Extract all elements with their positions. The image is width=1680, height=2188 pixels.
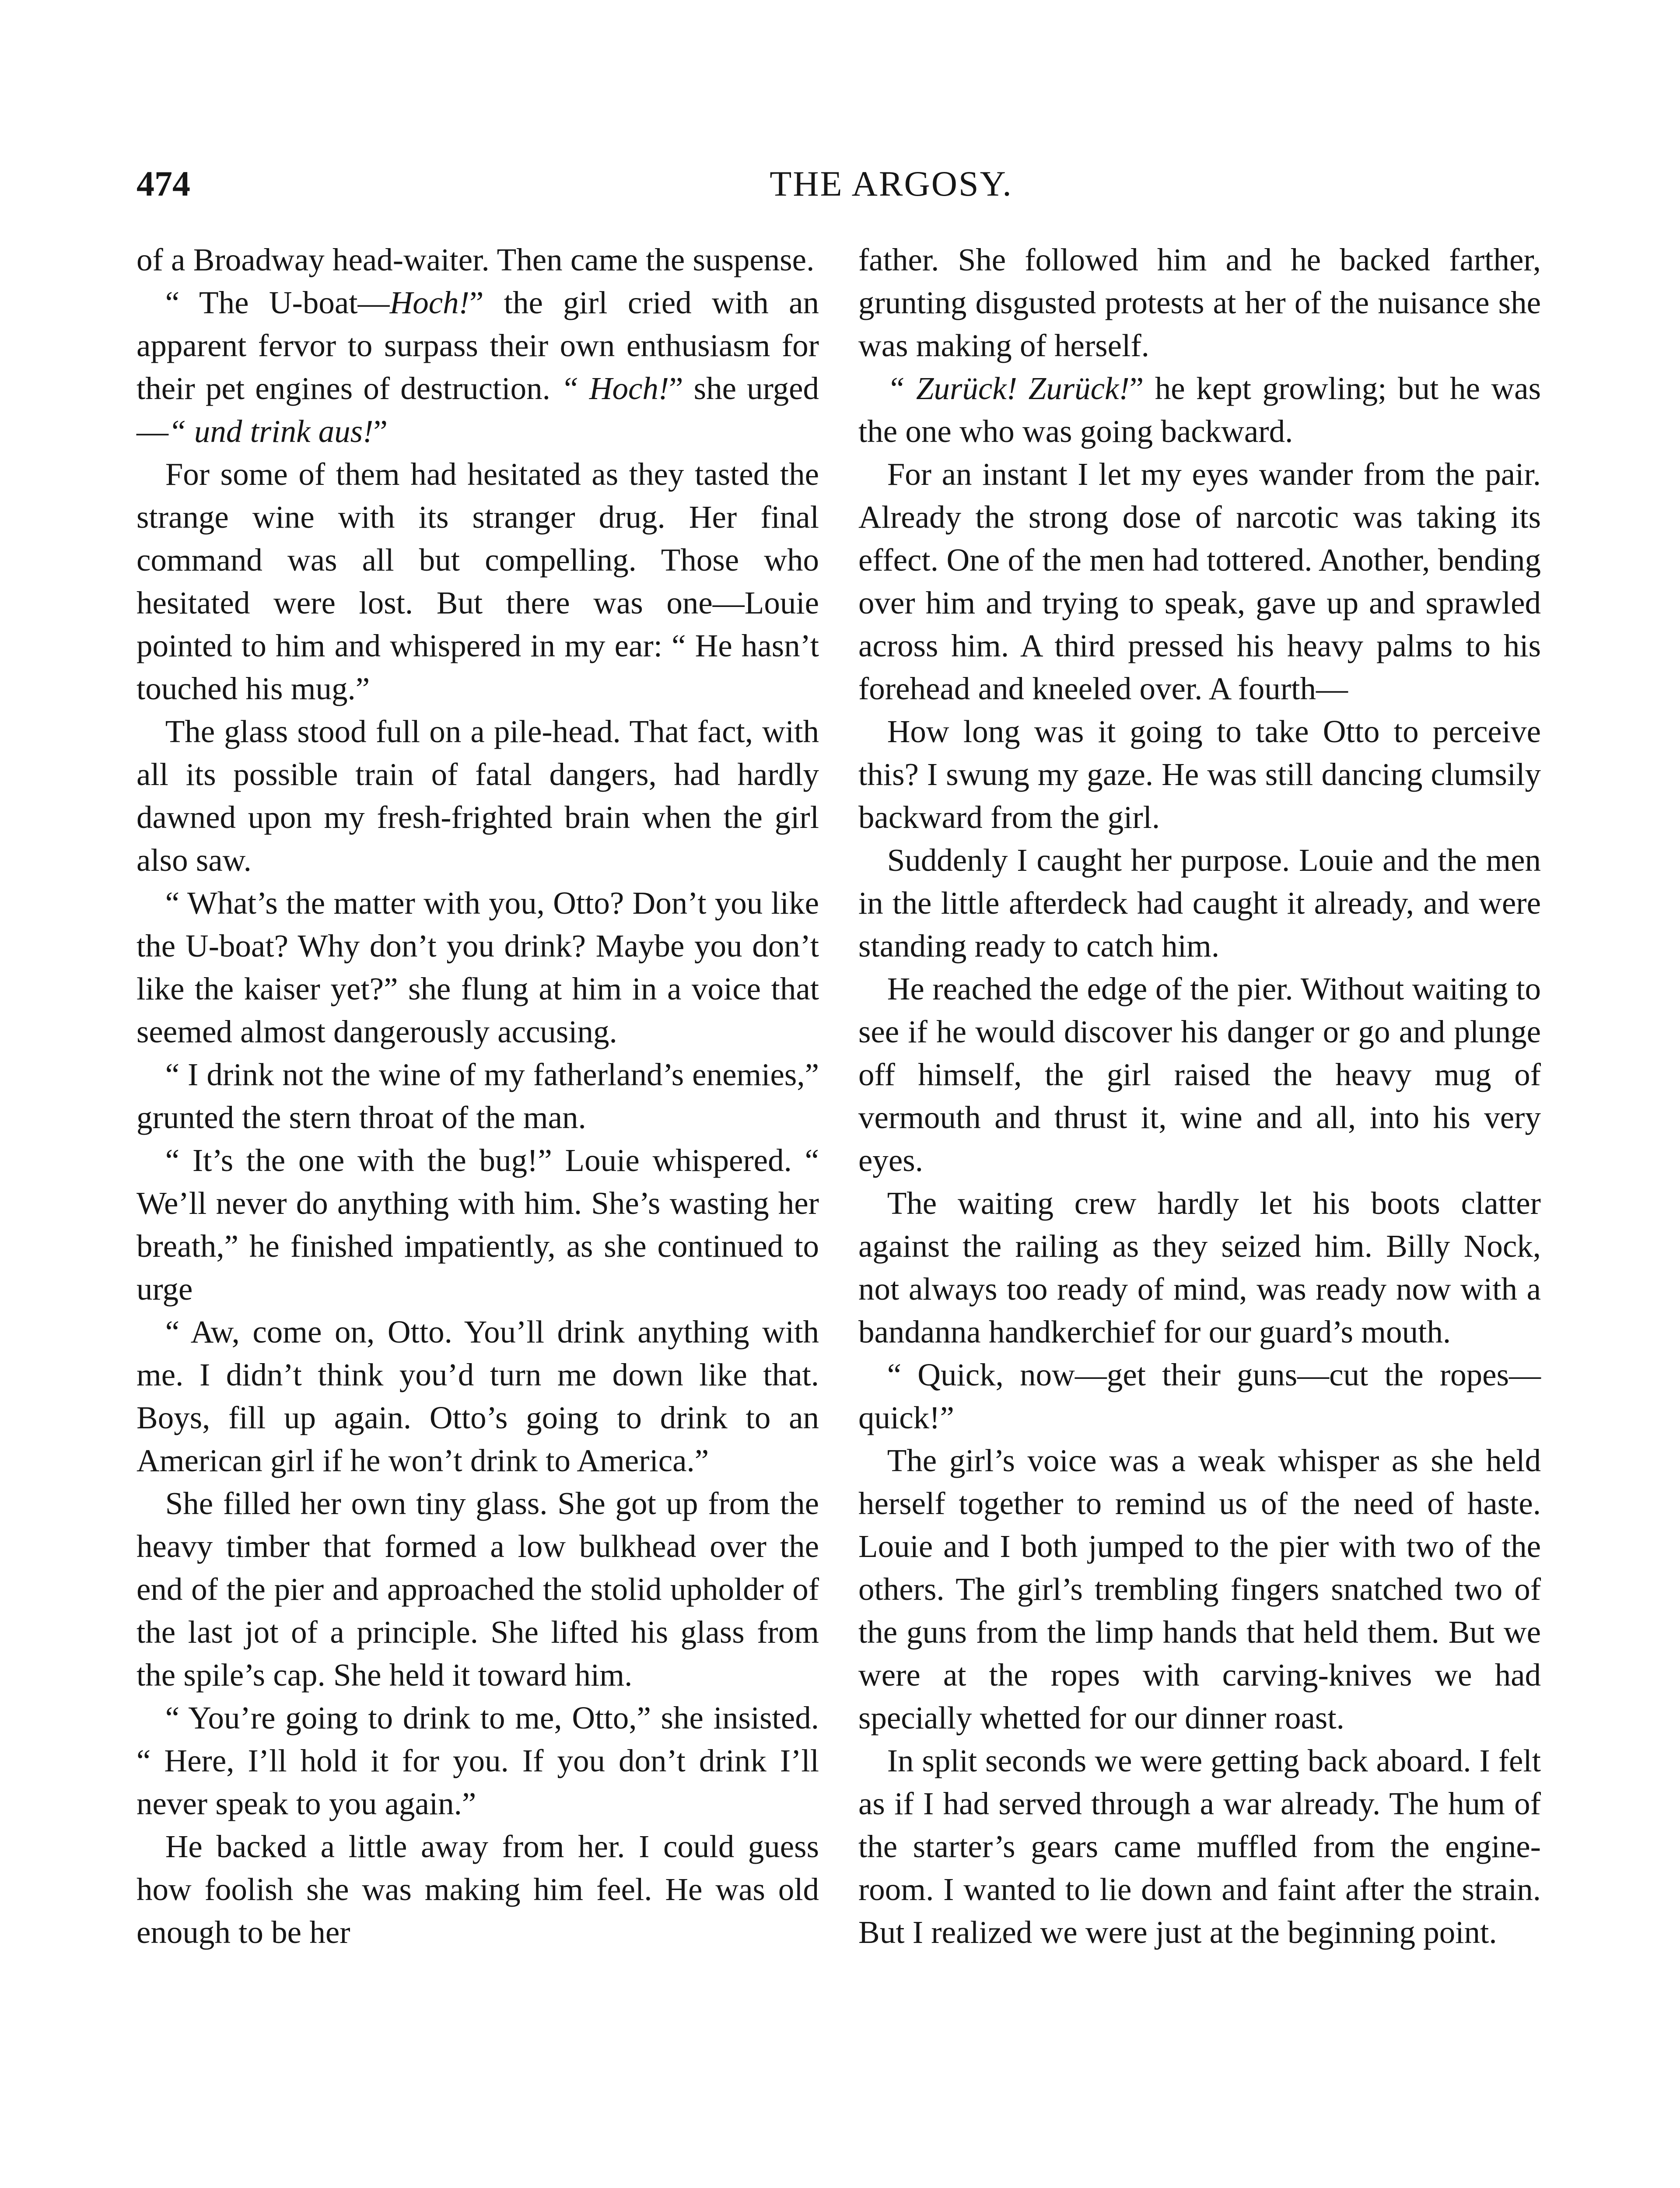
- text-run: ” the girl cried with an apparent fervor to surpass their own enthusiasm for their pet engines of destruction.: [136, 285, 819, 406]
- paragraph: She filled her own tiny glass. She got up from the heavy timber that formed a low bulkhead over the end of the pier and approached the stolid upholder of the last jot of a principle. She lifted his glass from the spile’s cap. She held it toward him.: [136, 1486, 819, 1693]
- running-title: THE ARGOSY.: [770, 164, 1013, 203]
- paragraph: father. She followed him and he backed farther, grunting disgusted protests at her of the nuisance she was making of herself.: [858, 242, 1541, 363]
- paragraph: The girl’s voice was a weak whisper as she held herself together to remind us of the need of haste. Louie and I both jumped to the pier with two of the others. The girl’s trembling fingers snatched two of the guns from the limp hands that held them. But we were at the ropes with carving-knives we had specially whetted for our dinner roast.: [858, 1443, 1541, 1736]
- italic-text: Hoch!: [389, 285, 469, 320]
- paragraph: He backed a little away from her. I could guess how foolish she was making him feel. He was old enough to be her: [136, 1829, 819, 1950]
- paragraph: “ It’s the one with the bug!” Louie whispered. “ We’ll never do anything with him. She’s wasting her breath,” he finished impatiently, as she continued to urge: [136, 1143, 819, 1307]
- paragraph: of a Broadway head-waiter. Then came the suspense.: [136, 242, 815, 277]
- page-number: 474: [136, 164, 190, 203]
- page-header: [136, 158, 1646, 210]
- paragraph: “ You’re going to drink to me, Otto,” she insisted. “ Here, I’ll hold it for you. If you don’t drink I’ll never speak to you again.”: [136, 1700, 819, 1821]
- paragraph: For an instant I let my eyes wander from the pair. Already the strong dose of narcotic was taking its effect. One of the men had tottered. Another, bending over him and trying to speak, gave up and sprawled across him. A third pressed his heavy palms to his forehead and kneeled over. A fourth—: [858, 456, 1541, 706]
- paragraph: “ I drink not the wine of my fatherland’s enemies,” grunted the stern throat of the man.: [136, 1057, 819, 1135]
- paragraph: [858, 367, 1541, 453]
- paragraph: In split seconds we were getting back aboard. I felt as if I had served through a war already. The hum of the starter’s gears came muffled from the engine-room. I wanted to lie down and faint after the strain. But I realized we were just at the beginning point.: [858, 1743, 1541, 1950]
- paragraph: Suddenly I caught her purpose. Louie and the men in the little afterdeck had caught it already, and were standing ready to catch him.: [858, 842, 1541, 964]
- paragraph: The waiting crew hardly let his boots clatter against the railing as they seized him. Billy Nock, not always too ready of mind, was ready now with a bandanna handkerchief for our guard’s mouth.: [858, 1185, 1541, 1350]
- paragraph: He reached the edge of the pier. Without waiting to see if he would discover his danger or go and plunge off himself, the girl raised the heavy mug of vermouth and thrust it, wine and all, into his very eyes.: [858, 971, 1541, 1178]
- italic-text: “ Zurück! Zurück!: [887, 371, 1130, 406]
- paragraph: “ What’s the matter with you, Otto? Don’t you like the U-boat? Why don’t you drink? Maybe you don’t like the kaiser yet?” she flung at him in a voice that seemed almost dangerously accusing.: [136, 885, 819, 1049]
- paragraph: [136, 281, 819, 453]
- paragraph: How long was it going to take Otto to perceive this? I swung my gaze. He was still dancing clumsily backward from the girl.: [858, 714, 1541, 835]
- paragraph: “ Aw, come on, Otto. You’ll drink anything with me. I didn’t think you’d turn me down like that. Boys, fill up again. Otto’s going to drink to an American girl if he won’t drink to America.”: [136, 1314, 819, 1478]
- right-column: [858, 238, 1541, 1954]
- text-run: “ The U-boat—: [165, 285, 390, 320]
- paragraph: “ Quick, now—get their guns—cut the ropes—quick!”: [858, 1357, 1541, 1435]
- left-column: [136, 238, 819, 1954]
- paragraph: The glass stood full on a pile-head. That fact, with all its possible train of fatal dangers, had hardly dawned upon my fresh-frighted brain when the girl also saw.: [136, 714, 819, 878]
- paragraph: For some of them had hesitated as they tasted the strange wine with its stranger drug. Her final command was all but compelling. Those who hesitated were lost. But there was one—Louie pointed to him and whispered in my ear: “ He hasn’t touched his mug.”: [136, 456, 819, 706]
- italic-text: “ und trink aus!: [168, 414, 374, 449]
- italic-text: “ Hoch!: [561, 371, 669, 406]
- text-run: ”: [373, 414, 388, 449]
- text-run: ” she urged—: [136, 371, 819, 449]
- text-run: ” he kept growling; but he was the one who was going backward.: [858, 371, 1541, 449]
